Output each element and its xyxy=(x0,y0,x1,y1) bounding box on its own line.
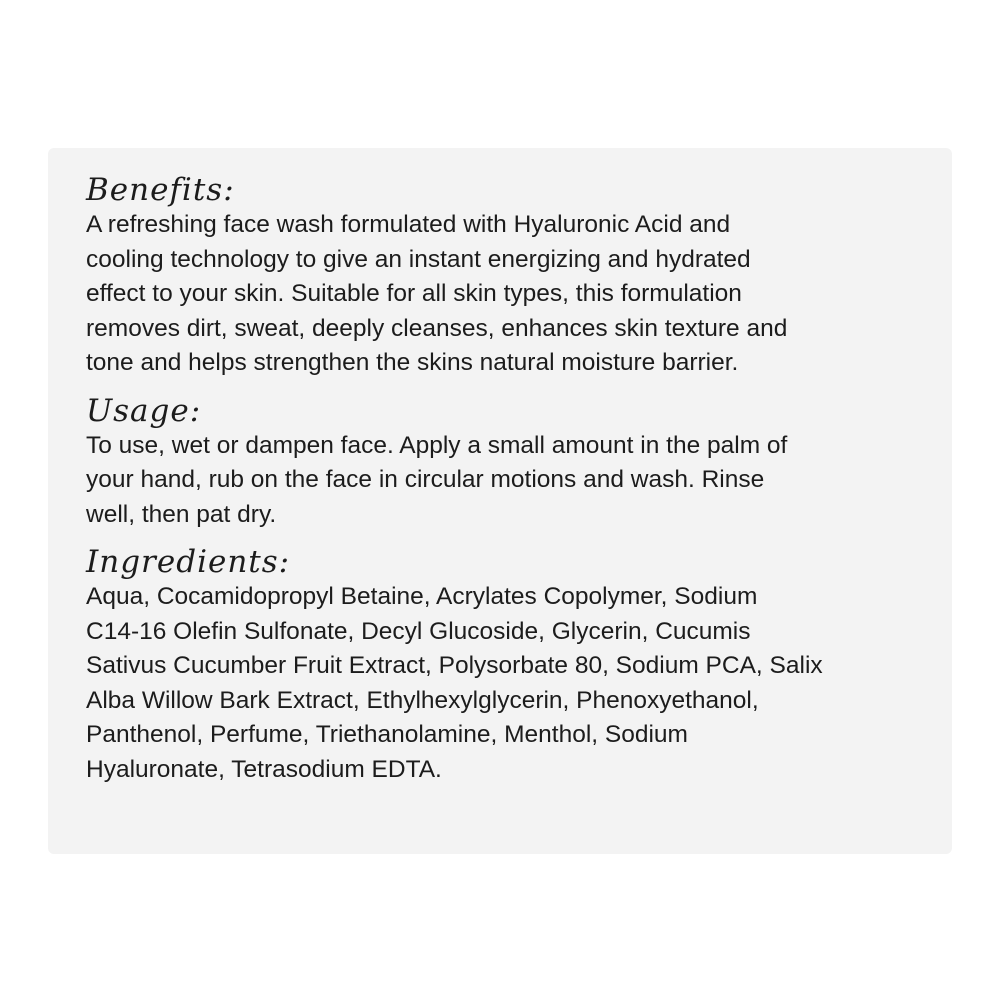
usage-line: your hand, rub on the face in circular motions and wash. Rinse xyxy=(86,466,765,493)
benefits-line: removes dirt, sweat, deeply cleanses, enhances skin texture and xyxy=(86,314,788,342)
usage-heading: Usage: xyxy=(86,392,202,429)
benefits-heading: Benefits: xyxy=(86,172,235,208)
product-label-card xyxy=(48,148,952,854)
usage-line: To use, wet or dampen face. Apply a small amount in the palm of xyxy=(86,431,788,459)
ingredients-line: Hyaluronate, Tetrasodium EDTA. xyxy=(86,755,442,783)
ingredients-line: Panthenol, Perfume, Triethanolamine, Menthol, Sodium xyxy=(86,721,688,748)
ingredients-line: Alba Willow Bark Extract, Ethylhexylglycerin, Phenoxyethanol, xyxy=(86,686,759,714)
ingredients-heading: Ingredients: xyxy=(86,544,291,580)
ingredients-line: Aqua, Cocamidopropyl Betaine, Acrylates Copolymer, Sodium xyxy=(86,583,758,610)
benefits-section xyxy=(86,172,926,381)
ingredients-section xyxy=(86,544,926,787)
usage-section xyxy=(86,393,926,533)
benefits-line: cooling technology to give an instant energizing and hydrated xyxy=(86,245,751,273)
ingredients-line: Sativus Cucumber Fruit Extract, Polysorbate 80, Sodium PCA, Salix xyxy=(86,652,823,679)
benefits-line: A refreshing face wash formulated with Hyaluronic Acid and xyxy=(86,211,731,238)
label-content xyxy=(86,172,926,787)
benefits-line: effect to your skin. Suitable for all skin types, this formulation xyxy=(86,280,742,307)
benefits-line: tone and helps strengthen the skins natural moisture barrier. xyxy=(86,349,739,376)
ingredients-line: C14-16 Olefin Sulfonate, Decyl Glucoside, Glycerin, Cucumis xyxy=(86,617,751,645)
usage-line: well, then pat dry. xyxy=(86,500,277,528)
